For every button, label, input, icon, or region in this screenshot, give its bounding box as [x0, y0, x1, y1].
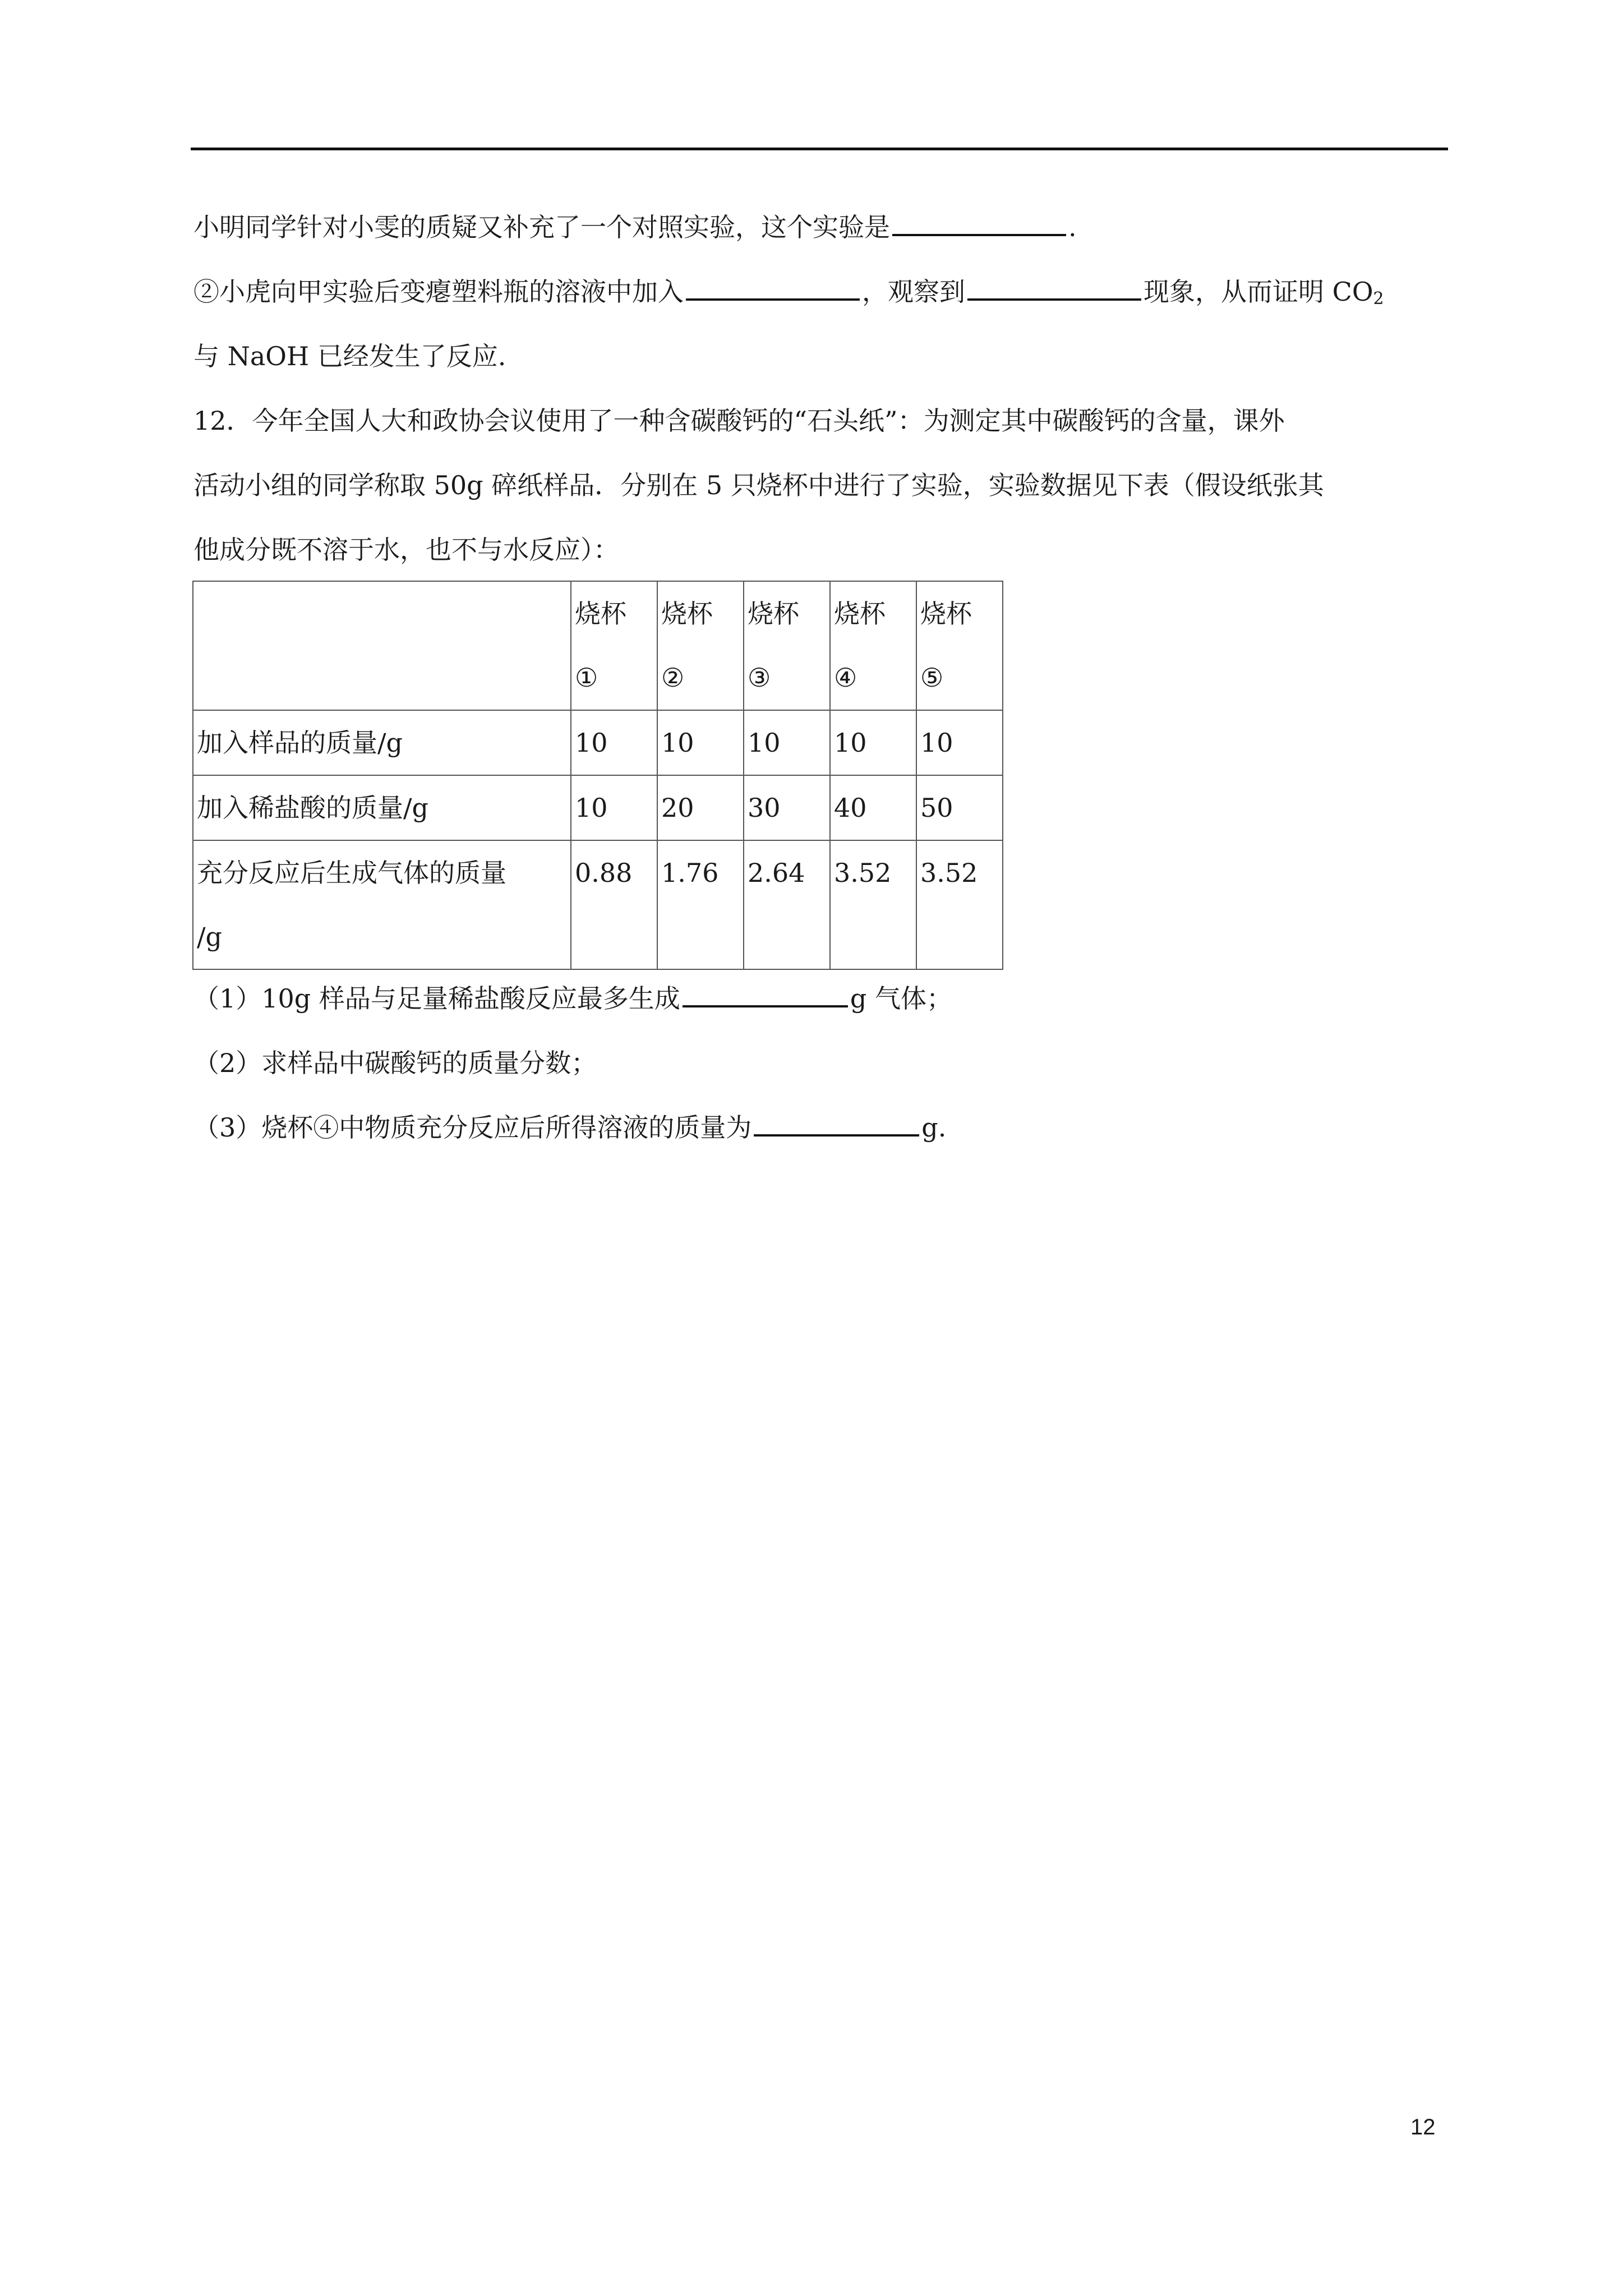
- table-cell: 30: [744, 775, 830, 840]
- text-line-3: 与 NaOH 已经发生了反应.: [193, 341, 506, 371]
- question-1-unit: g 气体；: [850, 983, 952, 1014]
- answer-blank-q3: [754, 1112, 919, 1137]
- header-beaker-4: 烧杯 ④: [830, 581, 916, 710]
- question-1: [193, 982, 952, 1015]
- header-beaker-3: 烧杯 ③: [744, 581, 830, 710]
- answer-blank-3: [967, 276, 1141, 301]
- line-2-text-c: 现象，从而证明 CO: [1144, 277, 1373, 307]
- problem-12-line-3: 他成分既不溶于水，也不与水反应）：: [193, 535, 619, 565]
- row-label-acid-mass: 加入稀盐酸的质量/g: [193, 775, 571, 840]
- table-row: [193, 775, 1003, 840]
- question-3-text: （3）烧杯④中物质充分反应后所得溶液的质量为: [193, 1112, 752, 1143]
- question-1-text: （1）10g 样品与足量稀盐酸反应最多生成: [193, 983, 680, 1014]
- line-2-text-a: ②小虎向甲实验后变瘪塑料瓶的溶液中加入: [193, 277, 684, 307]
- row-label-gas-mass: 充分反应后生成气体的质量 /g: [193, 840, 571, 969]
- question-3-unit: g.: [921, 1112, 947, 1143]
- table-corner-cell: [193, 581, 571, 710]
- header-beaker-1: 烧杯 ①: [571, 581, 657, 710]
- problem-12-line-2: 活动小组的同学称取 50g 碎纸样品．分别在 5 只烧杯中进行了实验，实验数据见下表（假设纸张其: [193, 470, 1324, 500]
- table-cell: 40: [830, 775, 916, 840]
- row-label-sample-mass: 加入样品的质量/g: [193, 710, 571, 775]
- table-cell: 1.76: [657, 840, 744, 969]
- line-1-end: .: [1068, 212, 1077, 242]
- table-cell: 10: [571, 710, 657, 775]
- header-rule: [191, 148, 1448, 150]
- text-line-1: [193, 210, 1077, 244]
- table-row: [193, 710, 1003, 775]
- problem-12-line-1: 12．今年全国人大和政协会议使用了一种含碳酸钙的“石头纸”：为测定其中碳酸钙的含量，课外: [193, 406, 1285, 436]
- header-beaker-5: 烧杯 ⑤: [916, 581, 1003, 710]
- text-line-2: [193, 275, 1384, 316]
- table-header-row: [193, 581, 1003, 710]
- table-cell: 3.52: [830, 840, 916, 969]
- table-cell: 2.64: [744, 840, 830, 969]
- line-2-text-b: ，观察到: [862, 277, 965, 307]
- answer-blank-2: [686, 276, 860, 301]
- experiment-data-table: [192, 581, 1003, 970]
- table-cell: 20: [657, 775, 744, 840]
- table-cell: 3.52: [916, 840, 1003, 969]
- header-beaker-2: 烧杯 ②: [657, 581, 744, 710]
- table-cell: 10: [744, 710, 830, 775]
- table-cell: 10: [571, 775, 657, 840]
- answer-blank-q1: [683, 983, 848, 1007]
- table-row: [193, 840, 1003, 969]
- table-cell: 0.88: [571, 840, 657, 969]
- co2-subscript: 2: [1373, 289, 1384, 309]
- page-number: 12: [1410, 2115, 1436, 2139]
- answer-blank-1: [892, 211, 1066, 236]
- question-2: （2）求样品中碳酸钙的质量分数；: [193, 1048, 597, 1078]
- question-3: [193, 1111, 946, 1144]
- table-cell: 50: [916, 775, 1003, 840]
- table-cell: 10: [657, 710, 744, 775]
- line-1-text: 小明同学针对小雯的质疑又补充了一个对照实验，这个实验是: [193, 212, 890, 242]
- table-cell: 10: [830, 710, 916, 775]
- table-cell: 10: [916, 710, 1003, 775]
